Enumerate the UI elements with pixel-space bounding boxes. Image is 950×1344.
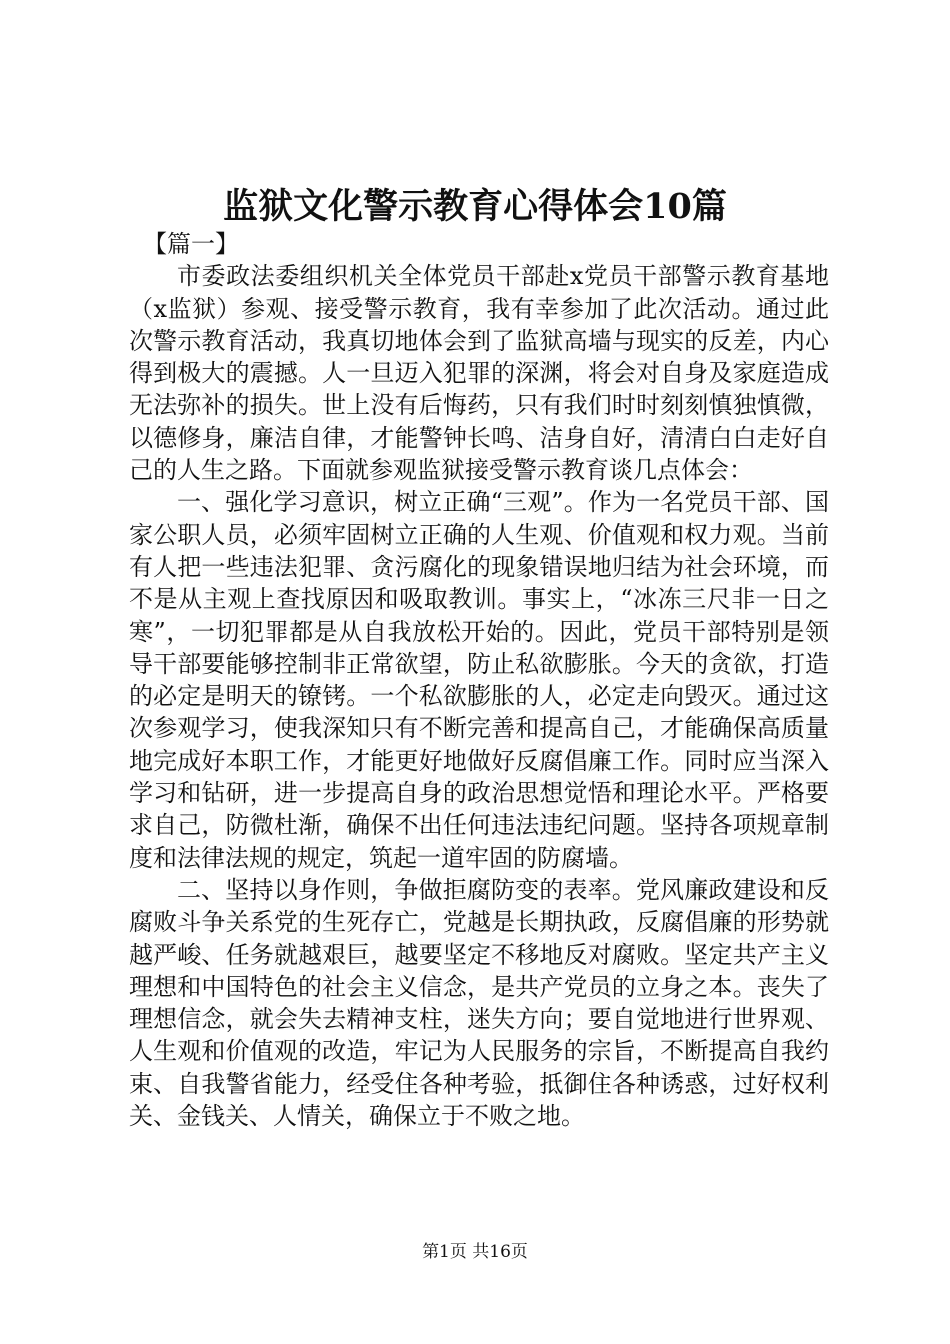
document-title: 监狱文化警示教育心得体会10篇	[223, 186, 727, 227]
page-footer: 第1页 共16页	[422, 1242, 528, 1262]
paragraph-intro: 市委政法委组织机关全体党员干部赴x党员干部警示教育基地（x监狱）参观、接受警示教育，我有幸参加了此次活动。通过此次警示教育活动，我真切地体会到了监狱高墙与现实的反差，内心得到极大的震撼。人一旦迈入犯罪的深渊，将会对自身及家庭造成无法弥补的损失。世上没有后悔药，只有我们时时刻刻慎独慎微，以德修身，廉洁自律，才能警钟长鸣、洁身自好，清清白白走好自己的人生之路。下面就参观监狱接受警示教育谈几点体会：	[129, 262, 829, 485]
paragraph-point-one: 一、强化学习意识，树立正确“三观”。作为一名党员干部、国家公职人员，必须牢固树立正确的人生观、价值观和权力观。当前有人把一些违法犯罪、贪污腐化的现象错误地归结为社会环境，而不是从主观上查找原因和吸取教训。事实上，“冰冻三尺非一日之寒”，一切犯罪都是从自我放松开始的。因此，党员干部特别是领导干部要能够控制非正常欲望，防止私欲膨胀。今天的贪欲，打造的必定是明天的镣铐。一个私欲膨胀的人，必定走向毁灭。通过这次参观学习，使我深知只有不断完善和提高自己，才能确保高质量地完成好本职工作，才能更好地做好反腐倡廉工作。同时应当深入学习和钻研，进一步提高自身的政治思想觉悟和理论水平。严格要求自己，防微杜渐，确保不出任何违法违纪问题。坚持各项规章制度和法律法规的规定，筑起一道牢固的防腐墙。	[129, 488, 829, 872]
document-body	[129, 228, 829, 1132]
section-label: 【篇一】	[143, 230, 239, 258]
paragraph-point-two: 二、坚持以身作则，争做拒腐防变的表率。党风廉政建设和反腐败斗争关系党的生死存亡，党越是长期执政，反腐倡廉的形势就越严峻、任务就越艰巨，越要坚定不移地反对腐败。坚定共产主义理想和中国特色的社会主义信念，是共产党员的立身之本。丧失了理想信念，就会失去精神支柱，迷失方向；要自觉地进行世界观、人生观和价值观的改造，牢记为人民服务的宗旨，不断提高自我约束、自我警省能力，经受住各种考验，抵御住各种诱惑，过好权利关、金钱关、人情关，确保立于不败之地。	[129, 875, 829, 1131]
